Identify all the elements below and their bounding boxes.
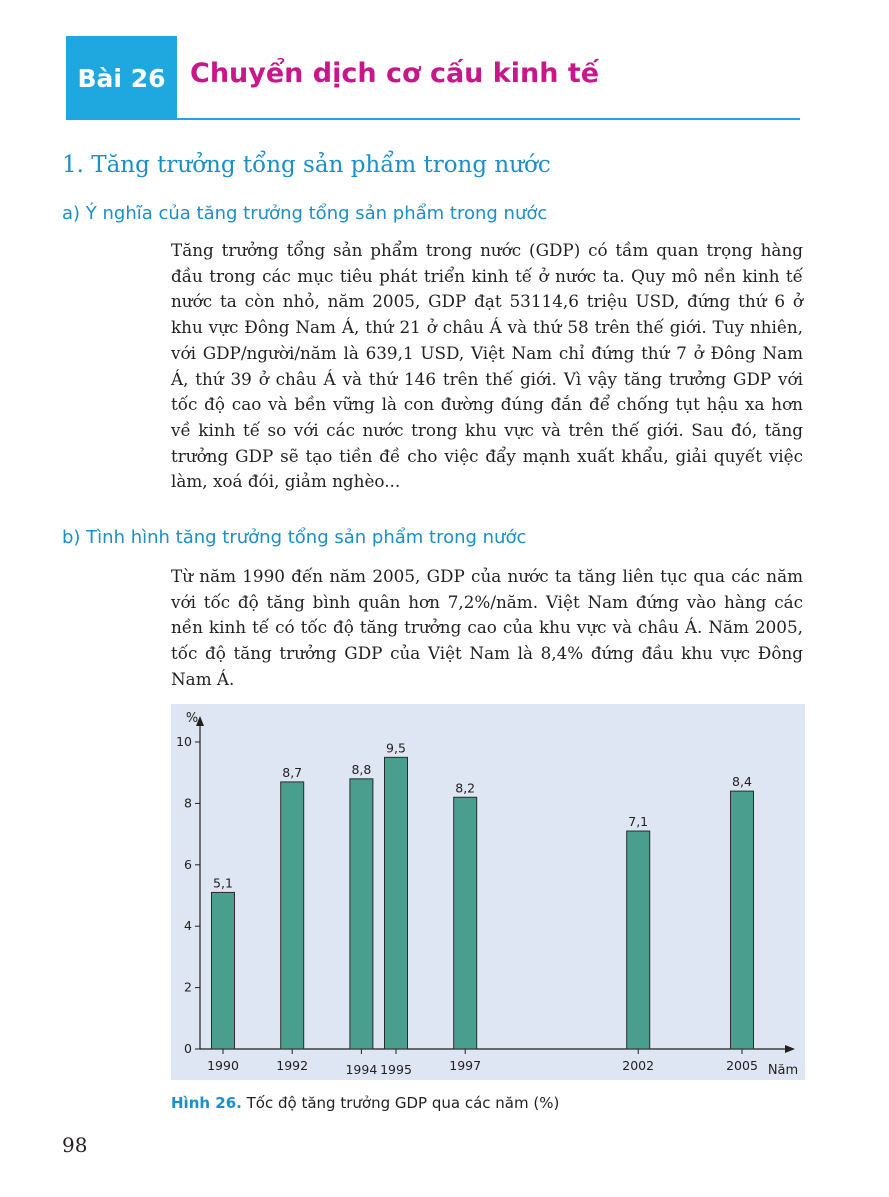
x-tick-label: 2002 [622, 1058, 655, 1073]
x-axis-label: Năm [767, 1063, 799, 1078]
bar-value-label: 8,4 [732, 774, 752, 790]
bar-value-label: 8,7 [282, 764, 303, 780]
y-tick-label: 10 [176, 734, 192, 749]
bar [350, 779, 373, 1049]
bar-value-label: 8,2 [455, 780, 476, 796]
bar [385, 757, 408, 1049]
y-tick-label: 8 [184, 795, 192, 811]
chart-background [171, 704, 805, 1080]
figure-label: Hình 26. [171, 1094, 242, 1112]
x-tick-label: 1992 [276, 1058, 309, 1073]
y-tick-label: 0 [184, 1041, 192, 1056]
section-heading: 1. Tăng trưởng tổng sản phẩm trong nước [62, 152, 551, 178]
bar [212, 892, 235, 1049]
page-number: 98 [62, 1133, 88, 1157]
bar-value-label: 9,5 [386, 740, 406, 756]
bar-value-label: 5,1 [213, 875, 233, 891]
bar [454, 797, 477, 1049]
lesson-number-badge: Bài 26 [66, 36, 177, 120]
y-axis-unit-label: % [185, 711, 199, 726]
x-tick-label: 1990 [207, 1058, 239, 1073]
subsection-heading-b: b) Tình hình tăng trưởng tổng sản phẩm trong nước [62, 527, 527, 548]
bar-value-label: 8,8 [351, 761, 372, 777]
lesson-title: Chuyển dịch cơ cấu kinh tế [190, 58, 600, 89]
chart-svg [171, 704, 805, 1080]
figure-caption-text: Tốc độ tăng trưởng GDP qua các năm (%) [246, 1094, 560, 1112]
header-divider [177, 118, 800, 120]
x-tick-label: 1997 [449, 1058, 482, 1073]
x-tick-label: 1994 [345, 1062, 378, 1077]
bar [731, 791, 754, 1049]
paragraph-a: Tăng trưởng tổng sản phẩm trong nước (GDP) có tầm quan trọng hàng đầu trong các mục tiêu phát triển kinh tế ở nước ta. Quy mô nền kinh tế nước ta còn nhỏ, năm 2005, GDP đạt 53114,6 triệu USD, đứng thứ 6 ở khu vực Đông Nam Á, thứ 21 ở châu Á và thứ 58 trên thế giới. Tuy nhiên, với GDP/người/năm là 639,1 USD, Việt Nam chỉ đứng thứ 7 ở Đông Nam Á, thứ 39 ở châu Á và thứ 146 trên thế giới. Vì vậy tăng trưởng GDP với tốc độ cao và bền vững là con đường đúng đắn để chống tụt hậu xa hơn về kinh tế so với các nước trong khu vực và trên thế giới. Sau đó, tăng trưởng GDP sẽ tạo tiền đề cho việc đẩy mạnh xuất khẩu, giải quyết việc làm, xoá đói, giảm nghèo... [171, 240, 803, 492]
y-tick-label: 4 [184, 918, 192, 934]
y-tick-label: 2 [184, 979, 192, 995]
y-tick-label: 6 [184, 856, 192, 872]
paragraph-b: Từ năm 1990 đến năm 2005, GDP của nước ta tăng liên tục qua các năm với tốc độ tăng bình quân hơn 7,2%/năm. Việt Nam đứng vào hàng các nền kinh tế có tốc độ tăng trưởng cao của khu vực và châu Á. Năm 2005, tốc độ tăng trưởng GDP của Việt Nam là 8,4% đứng đầu khu vực Đông Nam Á. [171, 566, 803, 689]
bar [627, 831, 650, 1049]
x-tick-label: 2005 [726, 1058, 758, 1073]
subsection-heading-a: a) Ý nghĩa của tăng trưởng tổng sản phẩm trong nước [62, 203, 548, 224]
lesson-header [66, 36, 800, 120]
bar-value-label: 7,1 [628, 814, 649, 830]
bar [281, 782, 304, 1049]
figure-caption [171, 1094, 559, 1112]
x-tick-label: 1995 [380, 1062, 412, 1077]
gdp-growth-bar-chart [171, 704, 805, 1080]
